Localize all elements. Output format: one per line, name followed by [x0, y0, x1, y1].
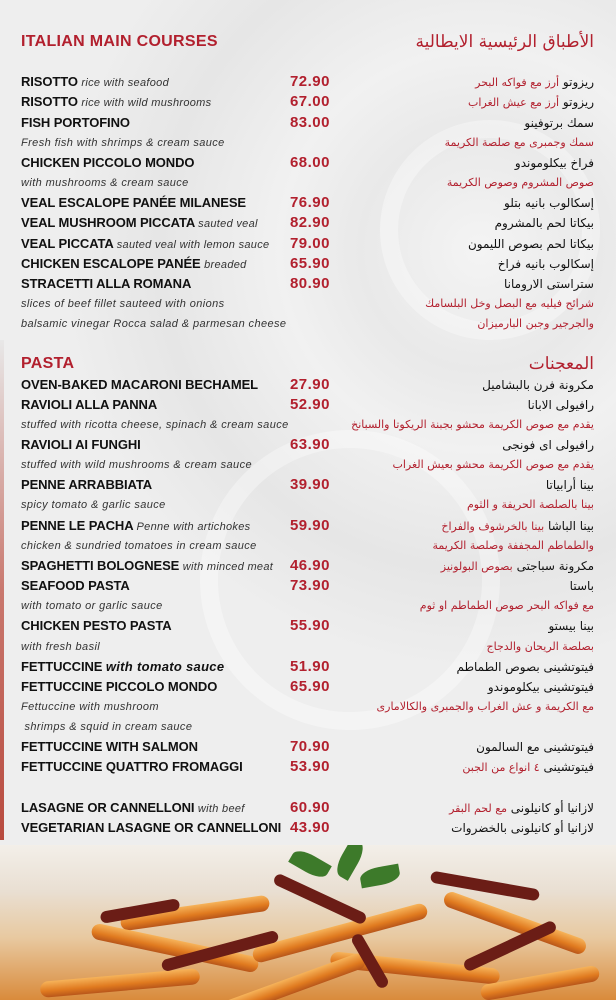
item-name-english: [21, 798, 245, 819]
item-name-english: [21, 153, 194, 173]
arabic-name: إسكالوب بانيه بتلو: [504, 196, 594, 211]
pasta-dish-photo: [0, 845, 616, 1000]
item-name-english: [21, 213, 258, 234]
item-description: rice with seafood: [81, 77, 170, 90]
menu-item-description: [0, 596, 616, 616]
item-name-arabic: [462, 757, 594, 778]
item-price: 39.90: [289, 476, 330, 494]
arabic-name: ريزوتو: [562, 75, 594, 90]
menu-item-description: [0, 415, 616, 435]
item-name: FETTUCCINE PICCOLO MONDO: [21, 678, 218, 694]
description-english: Fresh fish with shrimps & cream sauce: [21, 136, 225, 149]
item-description: with tomato sauce: [105, 658, 225, 674]
menu-item: [0, 113, 616, 133]
description-english: stuffed with ricotta cheese, spinach & cream sauce: [21, 418, 289, 431]
menu-item: [0, 818, 616, 838]
menu-item: [0, 375, 616, 395]
description-english: Fettuccine with mushroom: [21, 700, 159, 713]
basil-leaf: [288, 846, 332, 882]
description-arabic: بصلصة الريحان والدجاج: [486, 639, 594, 653]
item-name-arabic: [475, 72, 594, 93]
item-name-english: [21, 92, 211, 113]
arabic-name: رافيولى اى فونجى: [502, 438, 594, 452]
item-name: VEAL ESCALOPE PANÉE MILANESE: [21, 195, 246, 211]
item-price: 68.00: [289, 153, 330, 171]
item-name-arabic: [468, 92, 594, 113]
item-name-arabic: [498, 254, 594, 274]
item-price: 55.90: [289, 617, 330, 635]
description-english: with tomato or garlic sauce: [21, 600, 163, 613]
arabic-name: مكرونة سباجتى: [516, 558, 594, 573]
arabic-name: بيكاتا لحم بصوص الليمون: [467, 236, 594, 251]
item-price: 82.90: [289, 214, 330, 232]
description-english: chicken & sundried tomatoes in cream sauce: [21, 539, 257, 552]
menu-item: [0, 92, 616, 112]
section-title-english: ITALIAN MAIN COURSES: [21, 33, 218, 50]
arabic-name: باستا: [569, 579, 594, 594]
item-name: RISOTTO: [21, 74, 78, 90]
description-arabic: والجرجير وجبن البارميزان: [477, 317, 594, 331]
arabic-name: لازانيا أو كانيلونى: [510, 800, 594, 815]
arabic-name: لازانيا أو كانيلونى بالخضروات: [451, 820, 594, 835]
item-price: 65.90: [289, 254, 330, 272]
menu-item: [0, 395, 616, 415]
item-name-english: [21, 737, 198, 757]
item-name-english: [21, 395, 157, 415]
item-name: FETTUCCINE: [21, 658, 103, 674]
menu-item-description: [0, 637, 616, 657]
item-name: FETTUCCINE QUATTRO FROMAGGI: [21, 759, 243, 775]
item-price: 60.90: [289, 798, 330, 816]
section-title-arabic: المعجنات: [528, 354, 594, 375]
item-description: sauted veal: [198, 218, 258, 231]
description-arabic: بينا بالصلصة الحريفة و الثوم: [466, 498, 594, 512]
item-price: 51.90: [289, 657, 330, 675]
item-price: 63.90: [289, 436, 330, 453]
section-heading: [0, 354, 616, 374]
item-name-arabic: [441, 516, 594, 537]
menu-item: [0, 435, 616, 455]
arabic-description: أرز مع فواكه البحر: [475, 76, 560, 90]
item-price: 67.00: [289, 93, 330, 111]
menu-item: [0, 254, 616, 274]
menu-item-description: [0, 536, 616, 556]
menu-item-description: [0, 717, 616, 737]
item-name: VEGETARIAN LASAGNE OR CANNELLONI: [21, 819, 282, 835]
item-description: rice with wild mushrooms: [81, 97, 212, 110]
item-price: 46.90: [289, 556, 330, 574]
arabic-name: فيتوتشينى: [543, 760, 594, 775]
item-price: 70.90: [289, 738, 330, 756]
item-name-arabic: [488, 677, 594, 697]
item-name: PENNE LE PACHA: [21, 517, 134, 533]
description-english: stuffed with wild mushrooms & cream sauce: [21, 459, 252, 472]
item-name-arabic: [468, 234, 594, 254]
item-price: 72.90: [289, 73, 330, 91]
arabic-description: بينا بالخرشوف والفراخ: [441, 519, 545, 533]
item-description: with beef: [197, 802, 245, 815]
item-description: sauted veal with lemon sauce: [116, 238, 270, 251]
item-name-english: [21, 657, 224, 677]
menu-item: [0, 475, 616, 495]
item-name: SPAGHETTI BOLOGNESE: [21, 557, 180, 573]
item-price: 80.90: [289, 274, 330, 292]
arabic-name: سمك برتوفينو: [524, 115, 594, 130]
menu-item: [0, 576, 616, 596]
arabic-description: مع لحم البقر: [449, 801, 507, 815]
description-arabic: يقدم مع صوص الكريمة محشو بعيش الغراب: [392, 458, 594, 472]
item-name-english: [21, 375, 258, 395]
item-name: LASAGNE OR CANNELLONI: [21, 799, 195, 815]
menu-item: [0, 677, 616, 697]
item-price: 65.90: [289, 677, 330, 695]
sundried-tomato: [272, 872, 368, 925]
arabic-name: بينا أرابياتا: [545, 478, 594, 493]
item-name: CHICKEN PICCOLO MONDO: [21, 154, 195, 170]
item-name-english: [21, 274, 191, 294]
item-name-arabic: [476, 737, 594, 757]
item-name-english: [21, 516, 250, 537]
item-price: 53.90: [289, 758, 330, 776]
item-name-english: [21, 576, 130, 596]
menu-item: [0, 657, 616, 677]
description-arabic: صوص المشروم وصوص الكريمة: [446, 176, 594, 190]
arabic-name: ريزوتو: [562, 95, 594, 110]
arabic-name: ستراستى الارومانا: [504, 276, 594, 291]
basil-leaf: [359, 864, 402, 889]
item-name-english: [21, 435, 141, 455]
menu-item-description: [0, 133, 616, 153]
item-name-arabic: [441, 556, 594, 577]
menu-item: [0, 798, 616, 818]
arabic-name: فيتوتشينى مع السالمون: [476, 740, 594, 755]
item-name-english: [21, 757, 243, 777]
item-name-english: [21, 193, 246, 213]
item-name-english: [21, 254, 247, 275]
description-english: shrimps & squid in cream sauce: [21, 721, 193, 734]
item-name-arabic: [504, 193, 594, 213]
item-name: FETTUCCINE WITH SALMON: [21, 739, 198, 755]
item-price: 79.00: [289, 234, 330, 252]
arabic-name: رافيولى الابانا: [527, 397, 594, 412]
menu-item: [0, 516, 616, 536]
menu-item: [0, 757, 616, 777]
item-name-arabic: [456, 657, 594, 677]
description-english: spicy tomato & garlic sauce: [21, 499, 166, 512]
menu-item: [0, 153, 616, 173]
item-description: breaded: [204, 258, 247, 271]
item-name-arabic: [528, 395, 594, 415]
description-arabic: شرائح فيليه مع البصل وخل البلسامك: [425, 296, 594, 310]
description-arabic: مع فواكه البحر صوص الطماطم او ثوم: [419, 599, 594, 613]
arabic-name: فيتوتشينى بصوص الطماطم: [456, 659, 594, 674]
item-name-arabic: [482, 375, 594, 395]
section-title-english: PASTA: [21, 355, 75, 373]
item-price: 52.90: [289, 395, 330, 413]
section-heading: [0, 32, 616, 52]
menu-item-description: [0, 294, 616, 314]
item-price: 76.90: [289, 194, 330, 212]
item-name-arabic: [449, 798, 594, 819]
arabic-name: مكرونة فرن بالبشاميل: [482, 377, 594, 392]
menu-item: [0, 274, 616, 294]
description-english: with fresh basil: [21, 640, 101, 653]
item-name-arabic: [570, 576, 594, 596]
arabic-name: إسكالوب بانيه فراخ: [497, 256, 594, 271]
arabic-name: فراخ بيكلوموندو: [514, 155, 594, 170]
item-description: Penne with artichokes: [136, 520, 251, 533]
menu-item-description: [0, 173, 616, 193]
description-english: with mushrooms & cream sauce: [21, 177, 189, 190]
menu-item-description: [0, 495, 616, 515]
item-price: 43.90: [289, 818, 330, 836]
item-name-arabic: [502, 435, 594, 455]
item-name: VEAL PICCATA: [21, 235, 114, 251]
item-name-english: [21, 818, 281, 838]
arabic-description: ٤ انواع من الجبن: [462, 761, 540, 775]
description-arabic: والطماطم المجففة وصلصة الكريمة: [432, 538, 594, 552]
item-name-english: [21, 475, 152, 495]
item-name-arabic: [515, 153, 594, 173]
arabic-name: بينا بيستو: [548, 619, 594, 634]
item-name: VEAL MUSHROOM PICCATA: [21, 215, 195, 231]
item-name-arabic: [548, 616, 594, 636]
item-name-english: [21, 234, 269, 255]
arabic-description: بصوص البولونيز: [440, 559, 513, 573]
section-title-arabic: الأطباق الرئيسية الايطالية: [415, 32, 594, 52]
item-name: OVEN-BAKED MACARONI BECHAMEL: [21, 376, 258, 392]
item-name-english: [21, 677, 217, 697]
menu-item: [0, 213, 616, 233]
menu-item: [0, 737, 616, 757]
arabic-name: فيتوتشينى بيكلوموندو: [487, 679, 594, 694]
item-name: RAVIOLI ALLA PANNA: [21, 396, 158, 412]
menu-item-description: [0, 455, 616, 475]
item-name-english: [21, 72, 169, 93]
item-price: 83.00: [289, 113, 330, 131]
item-name: CHICKEN PESTO PASTA: [21, 618, 172, 634]
menu-item: [0, 193, 616, 213]
item-name: FISH PORTOFINO: [21, 114, 130, 130]
menu-item: [0, 72, 616, 92]
item-name-arabic: [495, 213, 594, 233]
menu-item-description: [0, 697, 616, 717]
arabic-name: بينا الباشا: [547, 518, 594, 533]
item-name: SEAFOOD PASTA: [21, 578, 130, 594]
arabic-description: أرز مع عيش الغراب: [468, 96, 560, 110]
item-name-arabic: [504, 274, 594, 294]
item-name-arabic: [546, 475, 594, 495]
item-name-english: [21, 616, 172, 636]
description-english: slices of beef fillet sauteed with onions: [21, 297, 225, 310]
item-name: RISOTTO: [21, 94, 78, 110]
description-arabic: سمك وجمبرى مع صلصة الكريمة: [444, 135, 594, 149]
menu-item: [0, 234, 616, 254]
description-arabic: مع الكريمة و عش الغراب والجمبرى والكالامارى: [376, 699, 594, 713]
item-name-arabic: [451, 818, 594, 838]
arabic-name: بيكاتا لحم بالمشروم: [494, 216, 594, 231]
item-name: STRACETTI ALLA ROMANA: [21, 275, 192, 291]
item-description: with minced meat: [182, 560, 274, 573]
item-name-arabic: [524, 113, 594, 133]
item-price: 27.90: [289, 375, 330, 393]
penne: [40, 968, 201, 998]
description-english: balsamic vinegar Rocca salad & parmesan cheese: [21, 318, 287, 331]
item-price: 59.90: [289, 516, 330, 534]
item-name-english: [21, 113, 130, 133]
item-name: RAVIOLI AI FUNGHI: [21, 437, 141, 452]
item-price: 73.90: [289, 577, 330, 595]
item-name: CHICKEN ESCALOPE PANÉE: [21, 255, 201, 271]
menu-item: [0, 616, 616, 636]
item-name: PENNE ARRABBIATA: [21, 477, 153, 493]
description-arabic: يقدم مع صوص الكريمة محشو بجبنة الريكوتا والسبانخ: [351, 417, 594, 431]
menu-item-description: [0, 314, 616, 334]
menu-item: [0, 556, 616, 576]
item-name-english: [21, 556, 273, 577]
